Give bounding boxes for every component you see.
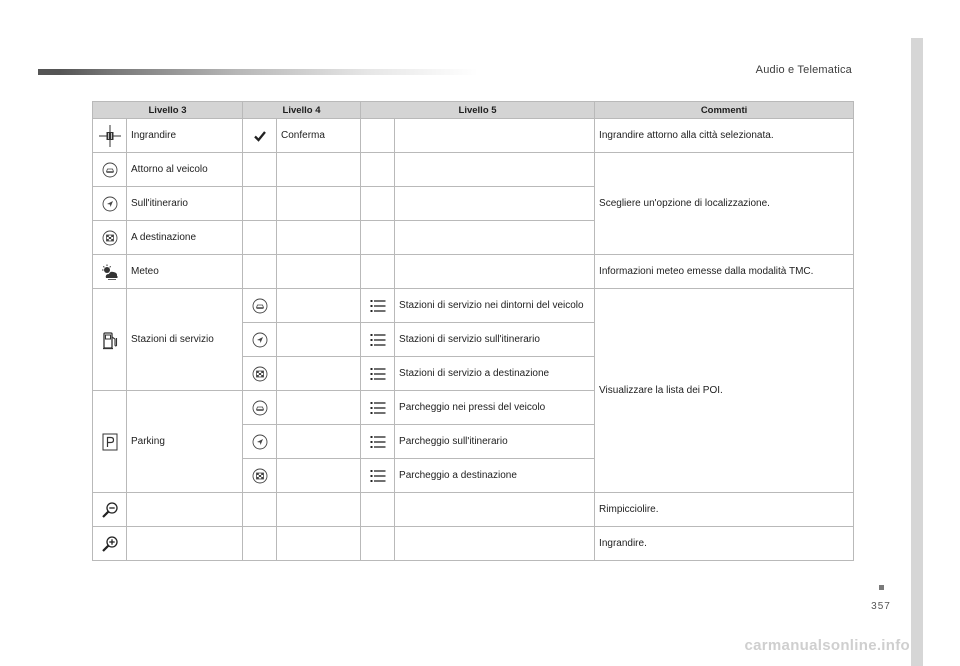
list-icon	[370, 401, 386, 415]
table-row	[93, 527, 854, 561]
page-marker	[879, 585, 884, 590]
level5-label: Parcheggio nei pressi del veicolo	[395, 391, 595, 425]
fuel-pump-icon	[102, 330, 118, 350]
table-header-row	[93, 102, 854, 119]
level3-label: Parking	[127, 391, 243, 493]
route-arrow-icon	[252, 434, 268, 450]
level3-label: Sull'itinerario	[127, 187, 243, 221]
destination-flag-icon	[252, 366, 268, 382]
level4-label: Conferma	[277, 119, 361, 153]
checkmark-icon	[253, 129, 267, 143]
level5-label: Stazioni di servizio nei dintorni del veicolo	[395, 289, 595, 323]
list-icon	[370, 367, 386, 381]
vehicle-position-icon	[252, 400, 268, 416]
column-header-level5: Livello 5	[361, 102, 595, 119]
list-icon	[370, 435, 386, 449]
level5-label: Parcheggio sull'itinerario	[395, 425, 595, 459]
page-sidebar-strip	[911, 38, 923, 666]
list-icon	[370, 299, 386, 313]
table-row	[93, 493, 854, 527]
comment-text: Visualizzare la lista dei POI.	[595, 289, 854, 493]
parking-icon	[102, 433, 118, 451]
list-icon	[370, 469, 386, 483]
comment-text: Rimpicciolire.	[595, 493, 854, 527]
level3-label: Ingrandire	[127, 119, 243, 153]
level3-label: A destinazione	[127, 221, 243, 255]
level5-label: Stazioni di servizio a destinazione	[395, 357, 595, 391]
destination-flag-icon	[102, 230, 118, 246]
level3-label: Attorno al veicolo	[127, 153, 243, 187]
table-row	[93, 153, 854, 187]
route-arrow-icon	[252, 332, 268, 348]
level5-label: Stazioni di servizio sull'itinerario	[395, 323, 595, 357]
zoom-out-icon	[101, 501, 119, 519]
comment-text: Ingrandire attorno alla città selezionata.	[595, 119, 854, 153]
column-header-comments: Commenti	[595, 102, 854, 119]
level3-label: Meteo	[127, 255, 243, 289]
comment-text: Informazioni meteo emesse dalla modalità TMC.	[595, 255, 854, 289]
comment-text: Scegliere un'opzione di localizzazione.	[595, 153, 854, 255]
level5-label: Parcheggio a destinazione	[395, 459, 595, 493]
weather-icon	[100, 264, 120, 280]
page-number: 357	[871, 601, 891, 612]
level3-label: Stazioni di servizio	[127, 289, 243, 391]
header-gradient-rule	[38, 69, 478, 75]
route-arrow-icon	[102, 196, 118, 212]
menu-levels-table	[92, 101, 854, 561]
list-icon	[370, 333, 386, 347]
zoom-in-icon	[101, 535, 119, 553]
table-row	[93, 289, 854, 323]
table-row	[93, 119, 854, 153]
column-header-level3: Livello 3	[93, 102, 243, 119]
vehicle-position-icon	[252, 298, 268, 314]
watermark-text: carmanualsonline.info	[744, 637, 910, 654]
map-zoom-cursor-icon	[98, 124, 122, 148]
vehicle-position-icon	[102, 162, 118, 178]
destination-flag-icon	[252, 468, 268, 484]
section-title: Audio e Telematica	[755, 64, 852, 76]
table-row	[93, 255, 854, 289]
column-header-level4: Livello 4	[243, 102, 361, 119]
comment-text: Ingrandire.	[595, 527, 854, 561]
